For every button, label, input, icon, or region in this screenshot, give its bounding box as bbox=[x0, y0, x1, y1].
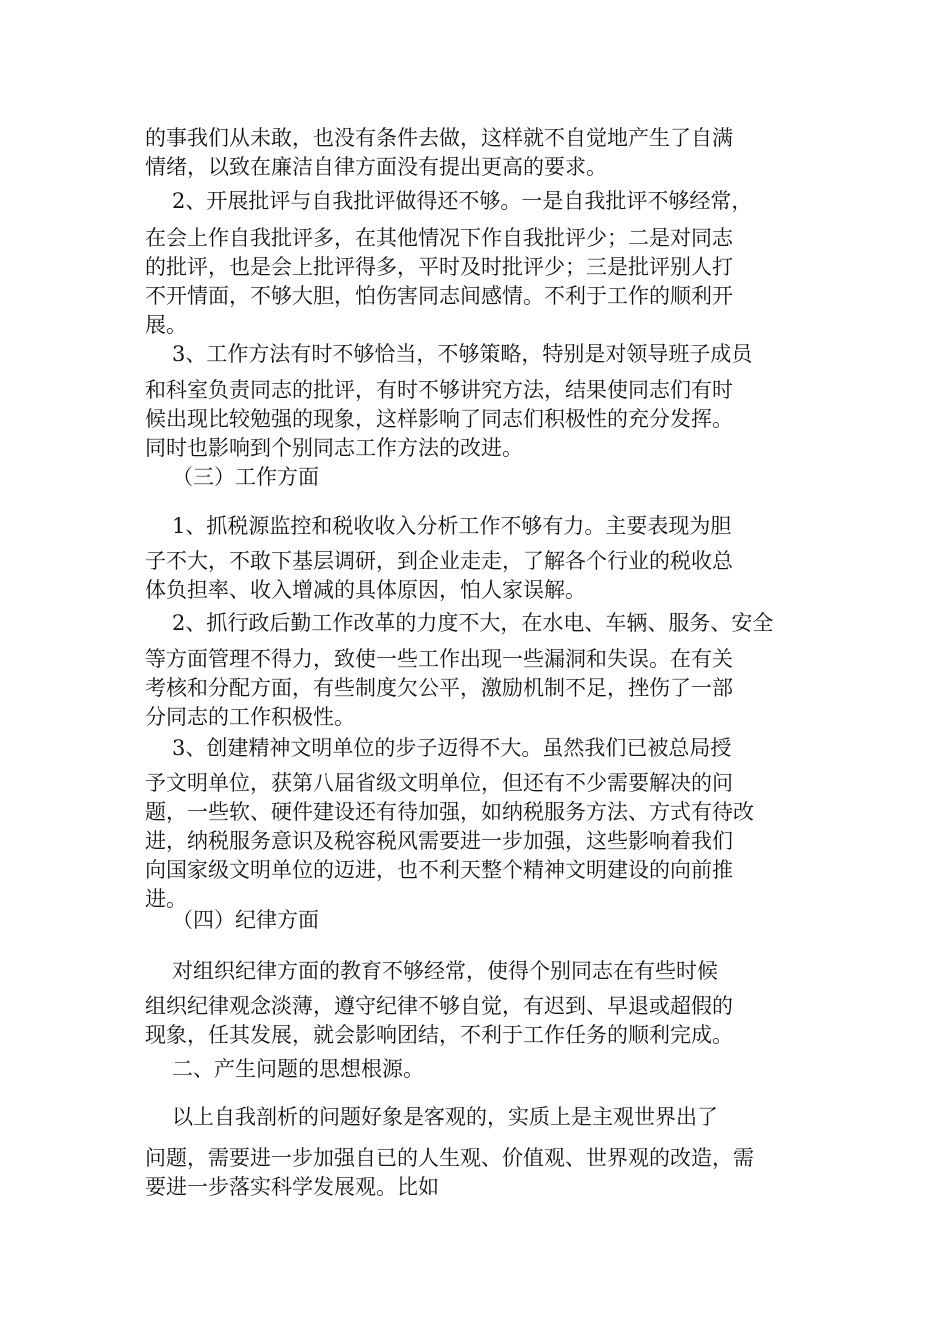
text-line: 和科室负责同志的批评，有时不够讲究方法，结果使同志们有时 bbox=[145, 378, 733, 402]
text-line: 不开情面，不够大胆，怕伤害同志间感情。不利于工作的顺利开 bbox=[145, 284, 733, 308]
text-line: 情绪，以致在廉洁自律方面没有提出更高的要求。 bbox=[145, 155, 607, 179]
paragraph-logistics bbox=[172, 609, 812, 638]
paragraph-discipline bbox=[172, 957, 812, 986]
paragraph-method bbox=[172, 340, 812, 369]
paragraph-civilization-body bbox=[145, 769, 810, 914]
text-line: 组织纪律观念淡薄，遵守纪律不够自觉，有迟到、早退或超假的 bbox=[145, 994, 733, 1018]
text-line: 候出现比较勉强的现象，这样影响了同志们积极性的充分发挥。 bbox=[145, 407, 733, 431]
text-line: 2、开展批评与自我批评做得还不够。一是自我批评不够经常， bbox=[172, 189, 753, 213]
text-line: 向国家级文明单位的迈进，也不利天整个精神文明建设的向前推 bbox=[145, 858, 733, 882]
text-line: 进，纳税服务意识及税容税风需要进一步加强，这些影响着我们 bbox=[145, 829, 733, 853]
text-line: 予文明单位，获第八届省级文明单位，但还有不少需要解决的问 bbox=[145, 771, 733, 795]
text-line: 体负担率、收入增减的具体原因，怕人家误解。 bbox=[145, 578, 586, 602]
text-line: 在会上作自我批评多，在其他情况下作自我批评少；二是对同志 bbox=[145, 226, 733, 250]
text-line: 以上自我剖析的问题好象是客观的，实质上是主观世界出了 bbox=[172, 1105, 718, 1129]
text-line: 展。 bbox=[145, 313, 187, 337]
paragraph-criticism-body bbox=[145, 224, 810, 340]
text-line: 子不大，不敢下基层调研，到企业走走，了解各个行业的税收总 bbox=[145, 549, 733, 573]
text-line: 问题，需要进一步加强自已的人生观、价值观、世界观的改造，需 bbox=[145, 1146, 754, 1170]
text-line: 现象，任其发展，就会影响团结，不利于工作任务的顺利完成。 bbox=[145, 1023, 733, 1047]
text-line: 二、产生问题的思想根源。 bbox=[172, 1057, 424, 1081]
section-heading-work bbox=[172, 463, 812, 492]
paragraph-tax bbox=[172, 512, 812, 541]
section-heading-discipline bbox=[172, 906, 812, 935]
paragraph-logistics-body bbox=[145, 645, 810, 732]
paragraph-continuation bbox=[145, 124, 810, 182]
text-line: 要进一步落实科学发展观。比如 bbox=[145, 1175, 439, 1199]
paragraph-civilization bbox=[172, 734, 812, 763]
paragraph-analysis-body bbox=[145, 1144, 810, 1202]
text-line: 2、抓行政后勤工作改革的力度不大，在水电、车辆、服务、安全 bbox=[172, 611, 774, 635]
text-line: 1、抓税源监控和税收收入分析工作不够有力。主要表现为胆 bbox=[172, 514, 732, 538]
text-line: 进。 bbox=[145, 887, 187, 911]
paragraph-discipline-body bbox=[145, 992, 810, 1050]
text-line: 3、工作方法有时不够恰当，不够策略，特别是对领导班子成员 bbox=[172, 342, 753, 366]
paragraph-criticism bbox=[172, 187, 812, 216]
text-line: 对组织纪律方面的教育不够经常，使得个别同志在有些时候 bbox=[172, 959, 718, 983]
text-line: 同时也影响到个别同志工作方法的改进。 bbox=[145, 436, 523, 460]
paragraph-tax-body bbox=[145, 547, 810, 605]
text-line: 等方面管理不得力，致使一些工作出现一些漏洞和失误。在有关 bbox=[145, 647, 733, 671]
text-line: （四）纪律方面 bbox=[172, 908, 319, 932]
paragraph-method-body bbox=[145, 376, 810, 463]
text-line: 题，一些软、硬件建设还有待加强，如纳税服务方法、方式有待改 bbox=[145, 800, 754, 824]
text-line: 的事我们从未敢，也没有条件去做，这样就不自觉地产生了自满 bbox=[145, 126, 733, 150]
text-line: 考核和分配方面，有些制度欠公平，激励机制不足，挫伤了一部 bbox=[145, 676, 733, 700]
text-line: 的批评，也是会上批评得多，平时及时批评少；三是批评别人打 bbox=[145, 255, 733, 279]
section-heading-root-cause bbox=[172, 1055, 812, 1084]
text-line: 分同志的工作积极性。 bbox=[145, 705, 355, 729]
text-line: 3、创建精神文明单位的步子迈得不大。虽然我们已被总局授 bbox=[172, 736, 732, 760]
paragraph-analysis bbox=[172, 1103, 812, 1132]
text-line: （三）工作方面 bbox=[172, 465, 319, 489]
